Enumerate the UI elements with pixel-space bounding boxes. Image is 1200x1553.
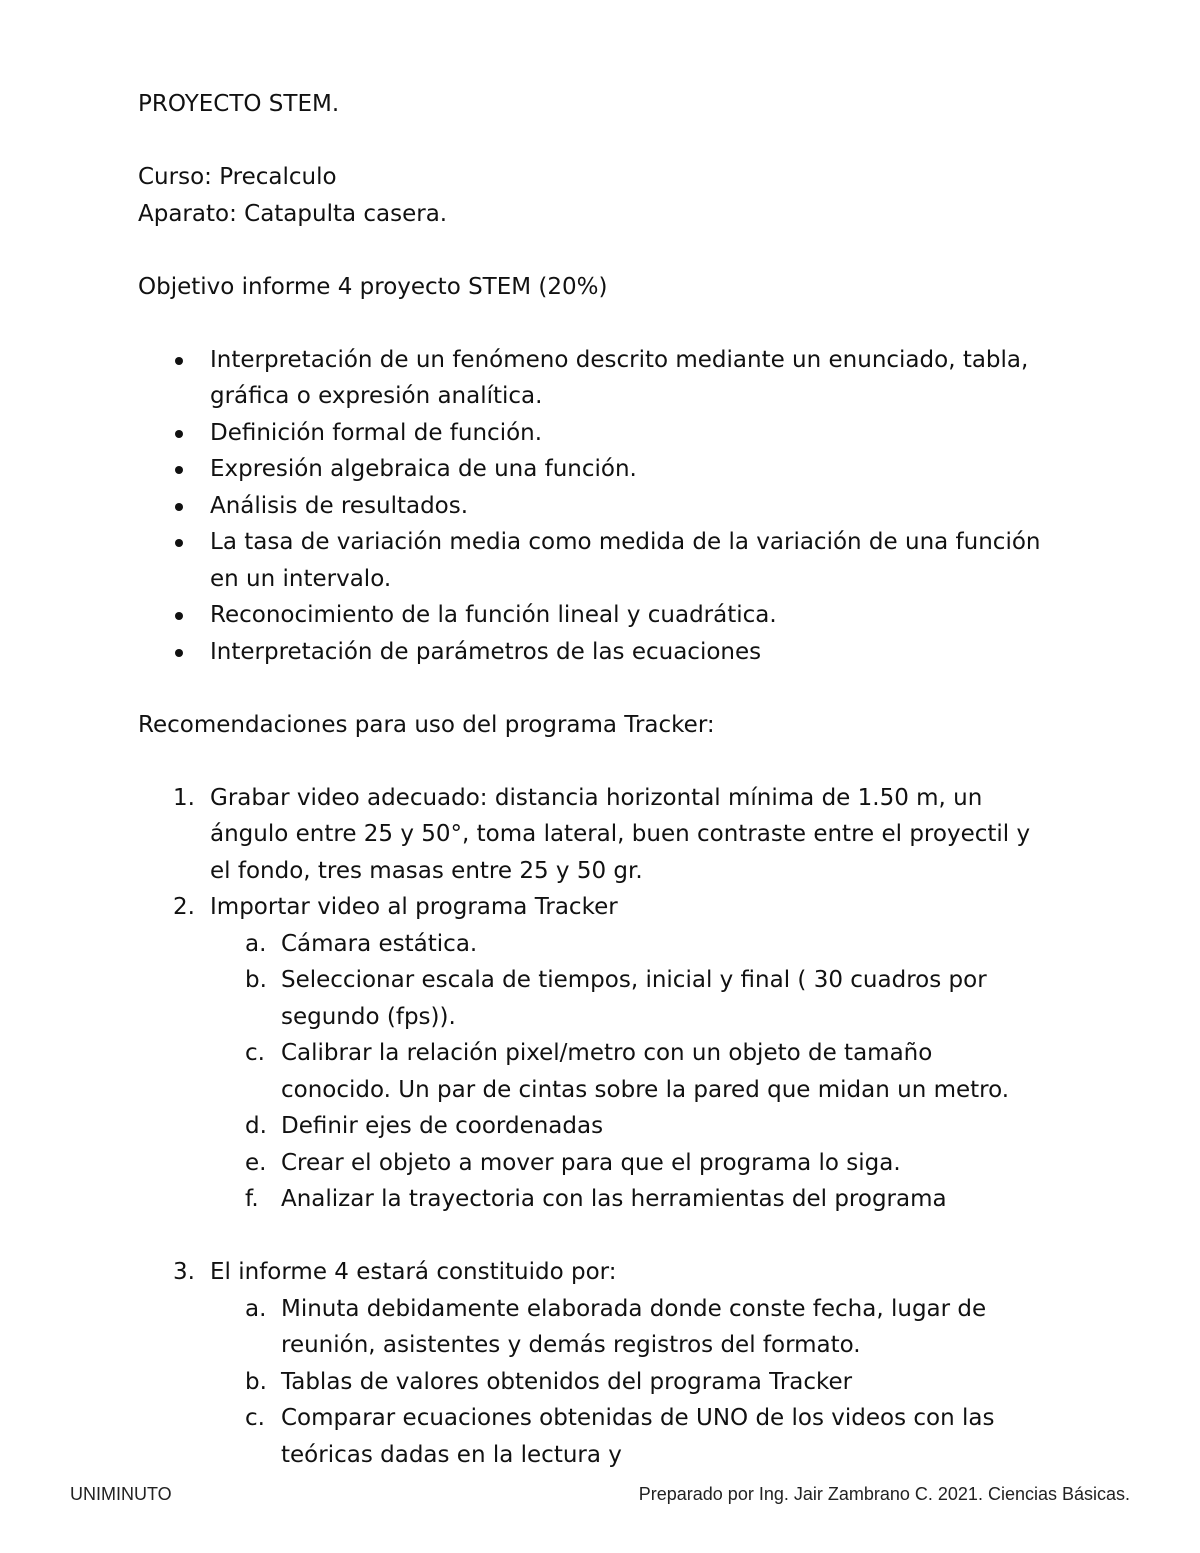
steps-list	[138, 780, 1098, 1474]
bullet-icon	[175, 539, 183, 547]
step-item-1: 1. Grabar video adecuado: distancia horizontal mínima de 1.50 m, un ángulo entre 25 y 50°, toma lateral, buen contraste entre el proyectil y el fondo, tres masas entre 25 y 50 gr.	[210, 780, 1098, 890]
bullet-icon	[175, 649, 183, 657]
objective-heading: Objetivo informe 4 proyecto STEM (20%)	[138, 273, 608, 300]
list-item: c. Calibrar la relación pixel/metro con un objeto de tamaño conocido. Un par de cintas sobre la pared que midan un metro.	[245, 1040, 1010, 1103]
list-item: Expresión algebraica de una función.	[210, 451, 1098, 488]
list-item: Reconocimiento de la función lineal y cuadrática.	[210, 597, 1098, 634]
step-item-2: 2. Importar video al programa Tracker a. Cámara estática. b. Seleccionar escala de tiempos, inicial y final ( 30 cuadros por segundo (fps)). c. Calibrar la relación pixel/metro con un objeto de tamaño conocido. Un par de cintas sobre la pared que midan un metro. d. Definir ejes de coordenadas e. Crear el objeto a mover para que el programa lo siga. f. Analizar la trayectoria con las herramientas del programa	[210, 889, 1098, 1218]
step-item-3: 3. El informe 4 estará constituido por: a. Minuta debidamente elaborada donde conste fecha, lugar de reunión, asistentes y demás registros del formato. b. Tablas de valores obtenidos del programa Tracker c. Comparar ecuaciones obtenidas de UNO de los videos con las teóricas dadas en la lectura y	[210, 1254, 1098, 1473]
recommendations-heading: Recomendaciones para uso del programa Tracker:	[138, 711, 715, 738]
list-item: e. Crear el objeto a mover para que el programa lo siga.	[245, 1149, 901, 1176]
list-item: c. Comparar ecuaciones obtenidas de UNO de los videos con las teóricas dadas en la lectura y	[245, 1405, 995, 1468]
step-number: 2.	[173, 894, 195, 920]
bullet-icon	[175, 430, 183, 438]
device-line: Aparato: Catapulta casera.	[138, 200, 448, 227]
document-title: PROYECTO STEM.	[138, 91, 340, 117]
substeps-list	[210, 926, 1098, 1218]
document-body	[138, 86, 1098, 1473]
bullet-icon	[175, 466, 183, 474]
bullet-icon	[175, 357, 183, 365]
list-item: La tasa de variación media como medida de la variación de una función en un intervalo.	[210, 524, 1098, 597]
list-item: f. Analizar la trayectoria con las herramientas del programa	[245, 1186, 947, 1212]
substeps-list	[210, 1291, 1098, 1474]
footer-institution: UNIMINUTO	[70, 1484, 172, 1504]
list-item: Interpretación de parámetros de las ecuaciones	[210, 634, 1098, 671]
bullet-icon	[175, 612, 183, 620]
list-item: Definición formal de función.	[210, 415, 1098, 452]
bullet-icon	[175, 503, 183, 511]
objectives-list	[138, 342, 1098, 671]
list-item: a. Minuta debidamente elaborada donde conste fecha, lugar de reunión, asistentes y demás registros del formato.	[245, 1295, 987, 1358]
footer-credits: Preparado por Ing. Jair Zambrano C. 2021. Ciencias Básicas.	[638, 1484, 1130, 1504]
step-item-spacer	[210, 1218, 1098, 1255]
list-item: Análisis de resultados.	[210, 488, 1098, 525]
list-item: a. Cámara estática.	[245, 930, 478, 957]
list-item: b. Tablas de valores obtenidos del programa Tracker	[245, 1368, 853, 1395]
step-number: 1.	[173, 784, 195, 811]
list-item: b. Seleccionar escala de tiempos, inicial y final ( 30 cuadros por segundo (fps)).	[245, 967, 987, 1030]
step-number: 3.	[173, 1259, 195, 1285]
list-item: Interpretación de un fenómeno descrito mediante un enunciado, tabla, gráfica o expresión analítica.	[210, 342, 1098, 415]
list-item: d. Definir ejes de coordenadas	[245, 1113, 604, 1139]
course-line: Curso: Precalculo	[138, 164, 337, 190]
